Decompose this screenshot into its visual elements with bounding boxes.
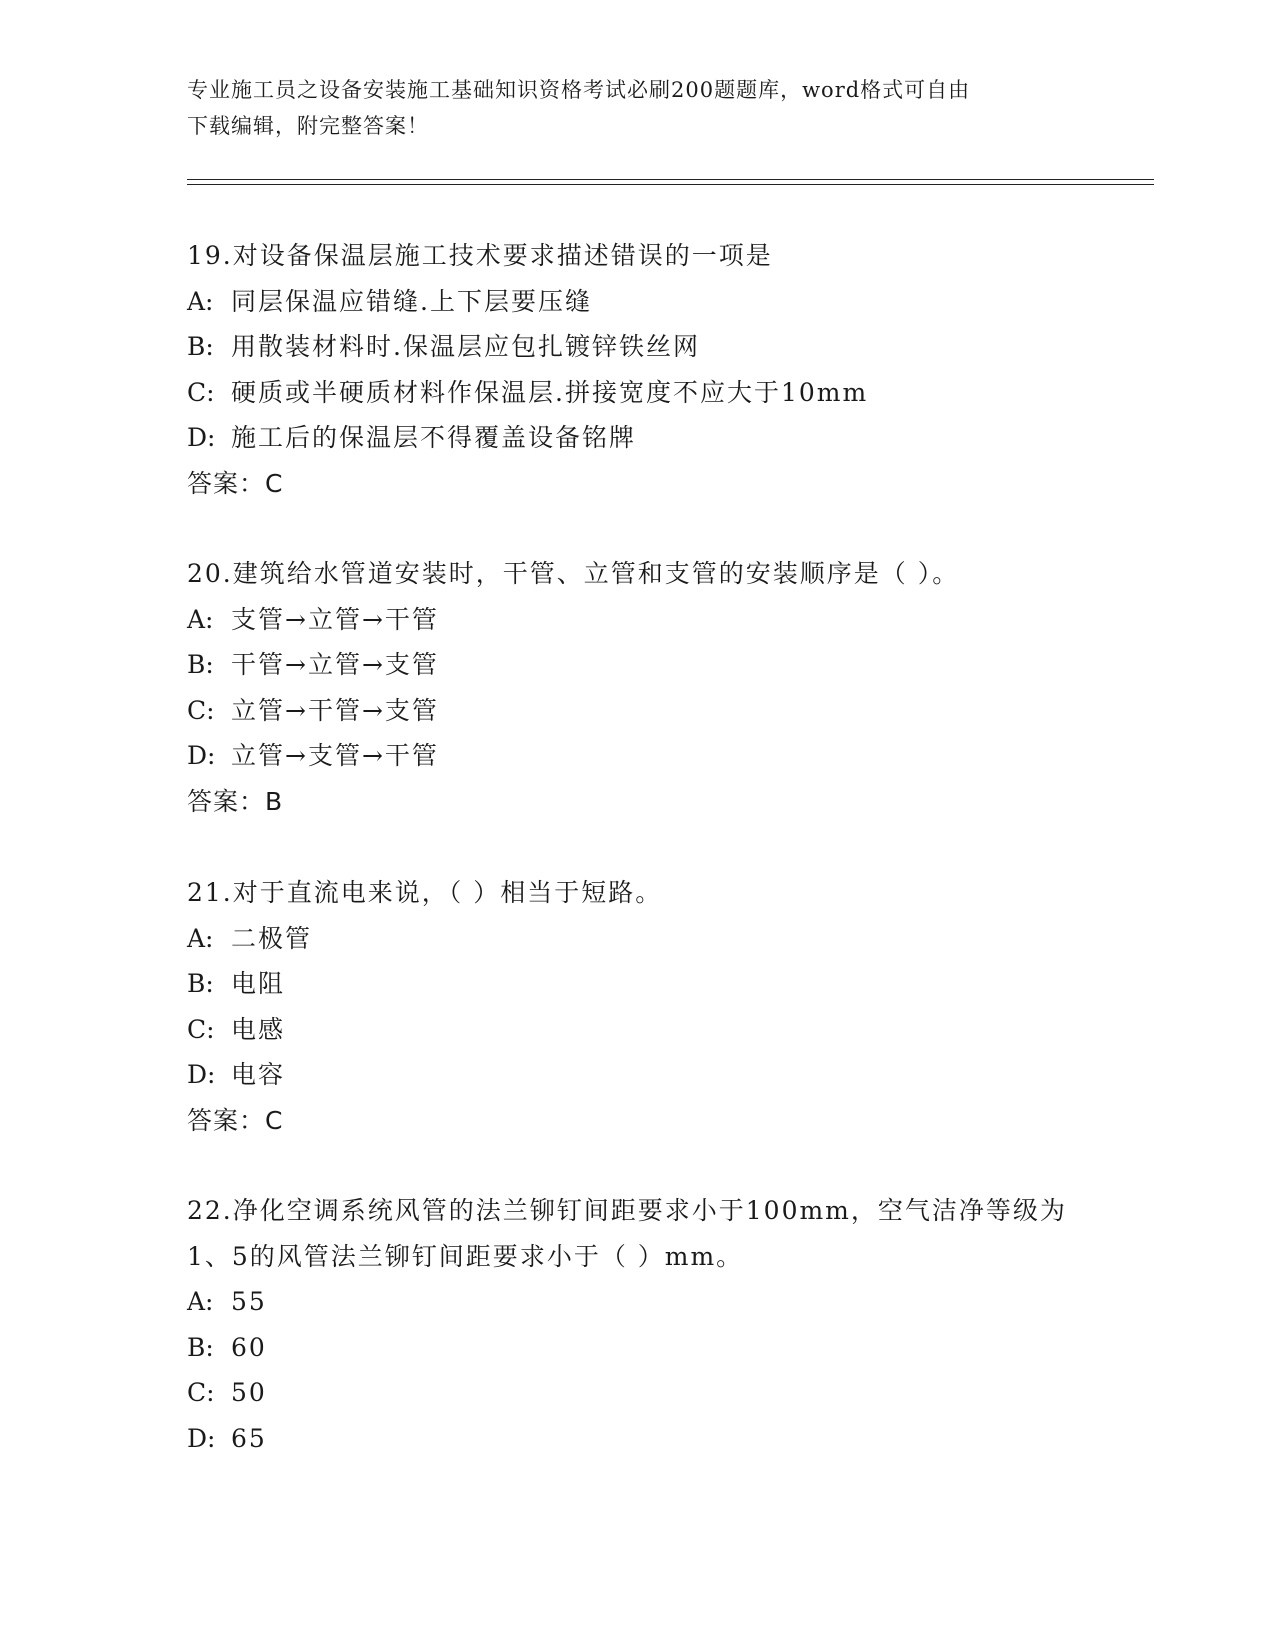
option-letter: A:	[187, 604, 214, 634]
option-b	[187, 642, 1087, 688]
option-c	[187, 688, 1087, 734]
option-text: 立管→支管→干管	[231, 741, 439, 771]
option-d	[187, 733, 1087, 779]
option-letter: A:	[187, 1287, 214, 1317]
option-text: 60	[231, 1332, 267, 1362]
option-b	[187, 1325, 1087, 1371]
option-a	[187, 597, 1087, 643]
option-a	[187, 1279, 1087, 1325]
option-letter: D:	[187, 1423, 216, 1453]
option-text: 电感	[231, 1014, 286, 1044]
option-letter: D:	[187, 1060, 216, 1090]
option-text: 电阻	[231, 969, 286, 999]
question-20	[187, 551, 1087, 825]
option-text: 65	[231, 1423, 267, 1453]
answer-line: 答案：B	[187, 786, 284, 816]
option-letter: C:	[187, 1014, 215, 1044]
document-header	[187, 72, 1067, 144]
question-stem: 21.对于直流电来说，（ ）相当于短路。	[187, 878, 663, 907]
header-divider-top	[187, 179, 1154, 180]
option-text: 立管→干管→支管	[231, 695, 439, 725]
option-text: 同层保温应错缝.上下层要压缝	[231, 286, 592, 316]
option-a	[187, 279, 1087, 325]
question-stem: 22.净化空调系统风管的法兰铆钉间距要求小于100mm，空气洁净等级为1、5的风管法兰铆钉间距要求小于（ ）mm。	[187, 1196, 1067, 1271]
option-text: 硬质或半硬质材料作保温层.拼接宽度不应大于10mm	[231, 377, 869, 407]
question-22	[187, 1188, 1087, 1462]
option-text: 干管→立管→支管	[231, 650, 439, 680]
option-text: 用散装材料时.保温层应包扎镀锌铁丝网	[231, 332, 700, 362]
option-a	[187, 916, 1087, 962]
option-letter: C:	[187, 695, 215, 725]
option-d	[187, 415, 1087, 461]
option-letter: A:	[187, 923, 214, 953]
option-text: 二极管	[231, 923, 313, 953]
option-c	[187, 370, 1087, 416]
answer-line: 答案：C	[187, 468, 284, 498]
option-letter: B:	[187, 332, 214, 362]
option-letter: C:	[187, 1378, 215, 1408]
option-c	[187, 1370, 1087, 1416]
option-text: 55	[231, 1287, 267, 1317]
option-letter: B:	[187, 969, 214, 999]
question-stem: 19.对设备保温层施工技术要求描述错误的一项是	[187, 241, 773, 270]
option-b	[187, 324, 1087, 370]
option-letter: C:	[187, 377, 215, 407]
option-letter: D:	[187, 741, 216, 771]
option-text: 电容	[231, 1060, 286, 1090]
header-line-1: 专业施工员之设备安装施工基础知识资格考试必刷200题题库，word格式可自由	[187, 78, 971, 102]
question-stem: 20.建筑给水管道安装时，干管、立管和支管的安装顺序是（ ）。	[187, 559, 960, 588]
option-d	[187, 1416, 1087, 1462]
header-divider-bottom	[187, 184, 1154, 185]
option-text: 50	[231, 1378, 267, 1408]
header-line-2: 下载编辑，附完整答案！	[187, 114, 429, 138]
option-b	[187, 961, 1087, 1007]
option-c	[187, 1007, 1087, 1053]
option-text: 支管→立管→干管	[231, 604, 439, 634]
option-letter: D:	[187, 423, 216, 453]
option-d	[187, 1052, 1087, 1098]
option-letter: A:	[187, 286, 214, 316]
question-21	[187, 870, 1087, 1144]
answer-line: 答案：C	[187, 1105, 284, 1135]
option-letter: B:	[187, 1332, 214, 1362]
question-19	[187, 233, 1087, 507]
option-letter: B:	[187, 650, 214, 680]
option-text: 施工后的保温层不得覆盖设备铭牌	[231, 423, 637, 453]
